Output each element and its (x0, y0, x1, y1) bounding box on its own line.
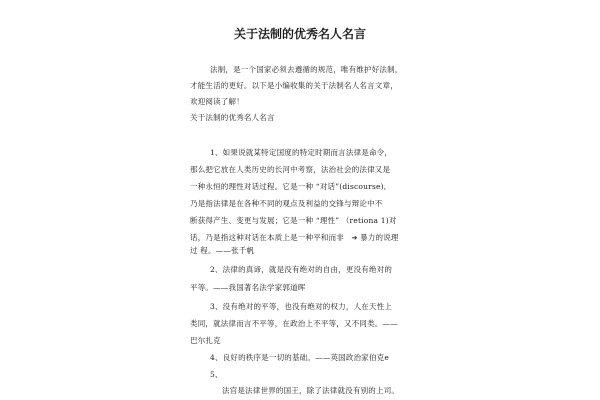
quote-4: 4、良好的秩序是一切的基础。——英国政治家伯克e (210, 353, 390, 362)
intro-line-3: 欢迎阅读了解！ (190, 97, 244, 106)
quote-1-line-4: 乃是指法律是在各种不同的观点及利益的交锋与辩论中不 (190, 199, 383, 208)
quote-1-line-2: 那么把它放在人类历史的长河中考察，法治社会的法律又是 (190, 165, 391, 174)
quote-1-line-5: 断获得产生、变更与发展；它是一种 “理性” （retiona 1)对 (190, 216, 397, 225)
quote-1-line-7: 过 程。——张千帆 (190, 246, 255, 255)
quote-5-text: 法官是法律世界的国王，除了法律就没有别的上司。 (222, 386, 400, 395)
quote-3-line-3: 巴尔扎克 (190, 336, 221, 345)
quote-1-line-6-tail: 暴力的说理 (360, 233, 399, 242)
document-title: 关于法制的优秀名人名言 (233, 27, 366, 41)
quote-1-line-1: 1、如果说就某特定国度的特定时期而言法律是命令， (210, 148, 393, 157)
quote-3-line-1: 3、没有绝对的平等，也没有绝对的权力，人在天性上 (210, 302, 393, 311)
intro-line-1: 法制，是一个国家必须去遵循的规范，唯有维护好法制， (210, 65, 403, 74)
quote-2-line-1: 2、法律的真谛，就是没有绝对的自由，更没有绝对的 (210, 265, 393, 274)
right-arrow-icon: ➔ (346, 234, 358, 242)
quote-5-number: 5、 (210, 370, 223, 379)
quote-1-line-6 (190, 232, 399, 243)
quote-2-line-2: 平等。——我国著名法学家郭道晖 (190, 283, 306, 292)
quote-1-line-6-text: 话，乃是指这种对话在本质上是一种平和而非 (190, 233, 344, 242)
intro-line-2: 才能生活的更好。以下是小编收集的关于法制名人名言文章， (190, 81, 398, 90)
quote-1-line-3: 一种永恒的理性对话过程。它是一种 “对话”(discourse), (190, 182, 387, 191)
quote-3-line-2: 类同，就法律而言不平等，在政治上不平等，又不同类。—— (190, 319, 398, 328)
subtitle: 关于法制的优秀名人名言 (190, 113, 275, 122)
